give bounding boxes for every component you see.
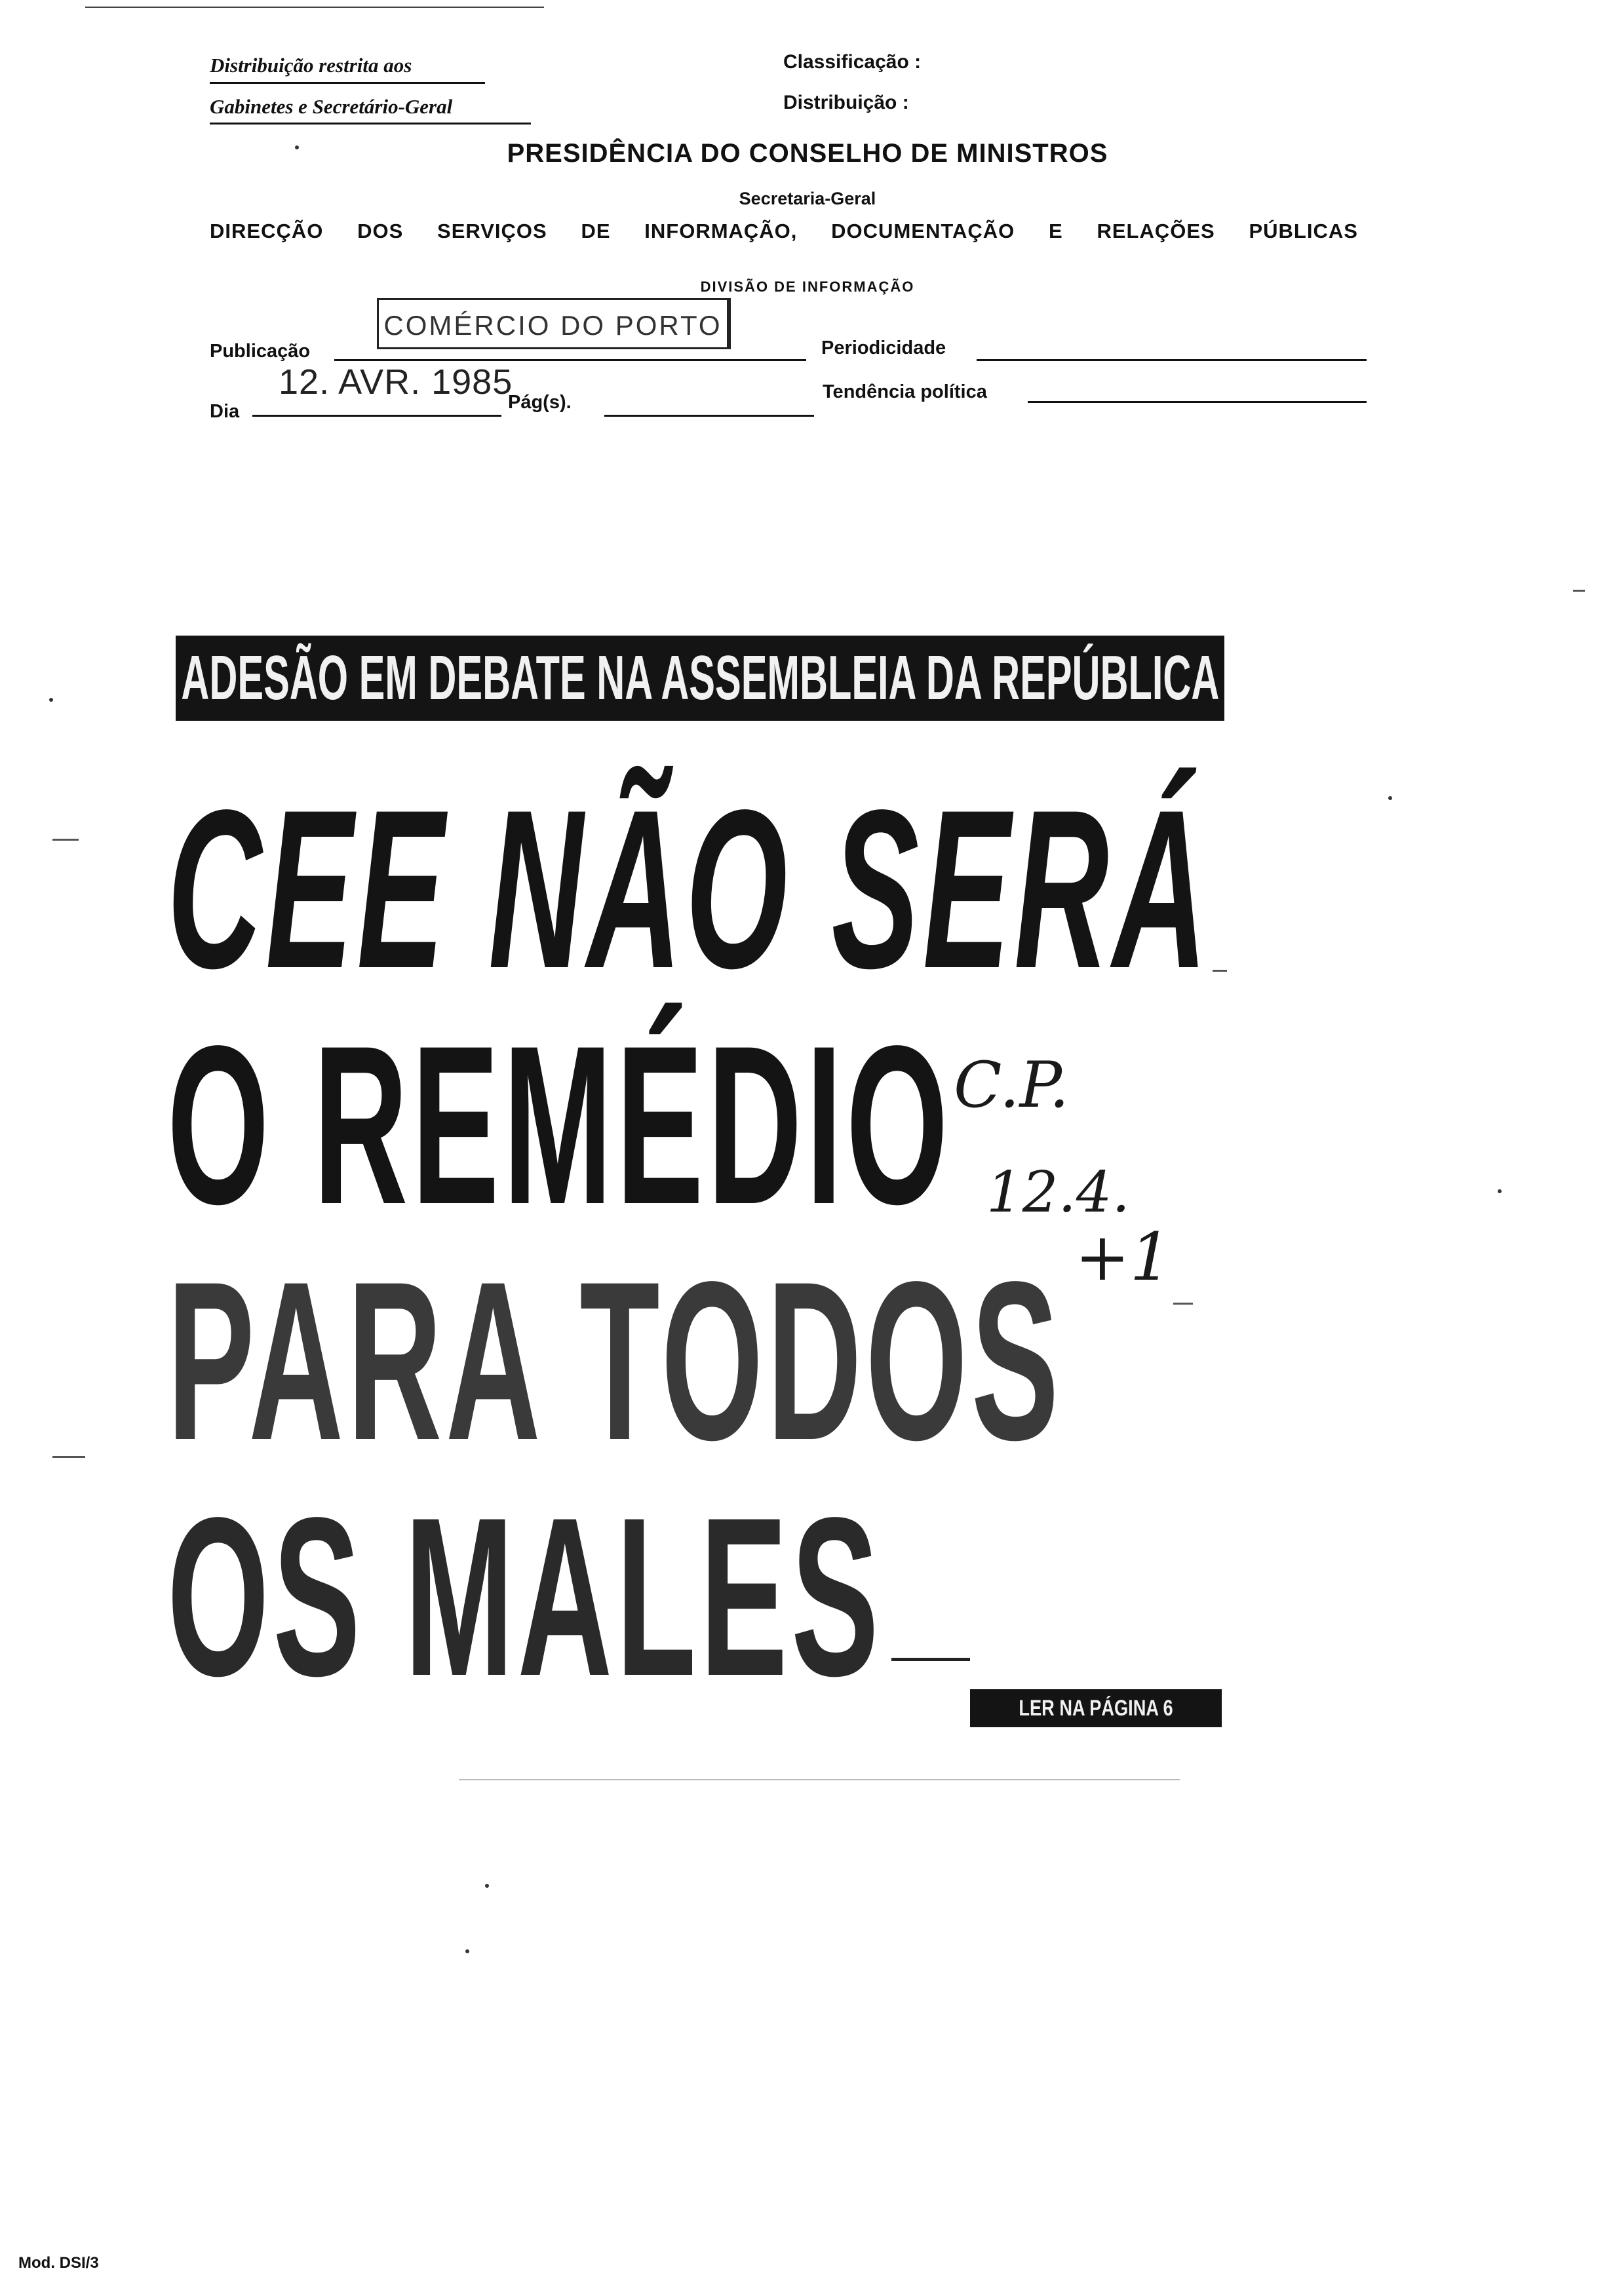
handwritten-note-count: +1 [1075, 1219, 1172, 1295]
underline [210, 123, 531, 124]
tendencia-field-line [1028, 401, 1367, 403]
scan-speck [295, 145, 299, 149]
tendencia-label: Tendência política [823, 381, 987, 402]
direccao-word: PÚBLICAS [1249, 220, 1358, 242]
scan-speck [1388, 796, 1392, 800]
scan-speck [485, 1884, 489, 1888]
scan-dash [52, 839, 79, 841]
scan-speck [465, 1949, 469, 1953]
dia-field-line [252, 415, 501, 417]
direccao-word: DOCUMENTAÇÃO [831, 220, 1015, 242]
classificacao-label: Classificação : [783, 51, 922, 73]
periodicidade-field-line [977, 359, 1367, 361]
scan-speck [49, 698, 53, 702]
scan-dash [459, 1779, 1180, 1780]
periodicidade-label: Periodicidade [821, 337, 946, 358]
headline-line-1: CEE NÃO SERÁ [167, 763, 1211, 1016]
restricted-distribution-line-1: Distribuição restrita aos [210, 54, 412, 77]
handwritten-note-date: 12.4. [986, 1160, 1130, 1225]
read-more-tag [970, 1689, 1222, 1727]
form-code: Mod. DSI/3 [18, 2254, 99, 2272]
direccao-word: SERVIÇOS [437, 220, 547, 242]
headline-line-3: PARA TODOS [167, 1235, 1063, 1487]
divisao-title: DIVISÃO DE INFORMAÇÃO [700, 278, 915, 295]
direccao-line [210, 220, 1358, 243]
secretaria-subtitle: Secretaria-Geral [739, 189, 876, 208]
scan-dash [1573, 590, 1585, 592]
restricted-distribution-line-2: Gabinetes e Secretário-Geral [210, 95, 453, 118]
publicacao-label: Publicação [210, 341, 311, 362]
distribuicao-label: Distribuição : [783, 92, 909, 113]
scan-dash [1173, 1303, 1193, 1305]
top-rule [85, 7, 544, 8]
handwritten-note-source: C.P. [954, 1048, 1070, 1122]
scan-speck [1498, 1189, 1502, 1193]
headline-line-2: O REMÉDIO [167, 999, 952, 1252]
publication-stamp: COMÉRCIO DO PORTO [377, 298, 731, 349]
direccao-word: DE [581, 220, 611, 242]
direccao-word: RELAÇÕES [1097, 220, 1215, 242]
pags-field-line [604, 415, 814, 417]
publicacao-field-line [334, 359, 806, 361]
kicker-text: ADESÃO EM DEBATE NA ASSEMBLEIA DA REPÚBLICA [181, 643, 1219, 713]
read-more-text: LER NA PÁGINA 6 [1019, 1696, 1173, 1721]
date-stamp: 12. AVR. 1985 [279, 362, 513, 402]
direccao-word: INFORMAÇÃO, [644, 220, 798, 242]
underline [210, 82, 485, 84]
scan-dash [1213, 970, 1227, 972]
headline-kicker [176, 636, 1224, 721]
direccao-word: DIRECÇÃO [210, 220, 324, 242]
pags-label: Pág(s). [508, 392, 572, 413]
direccao-word: DOS [357, 220, 404, 242]
scan-dash [52, 1456, 85, 1458]
headline-end-rule [891, 1658, 970, 1661]
direccao-word: E [1049, 220, 1063, 242]
ministry-title: PRESIDÊNCIA DO CONSELHO DE MINISTROS [507, 139, 1108, 168]
dia-label: Dia [210, 401, 240, 422]
headline-line-4: OS MALES [167, 1471, 883, 1723]
